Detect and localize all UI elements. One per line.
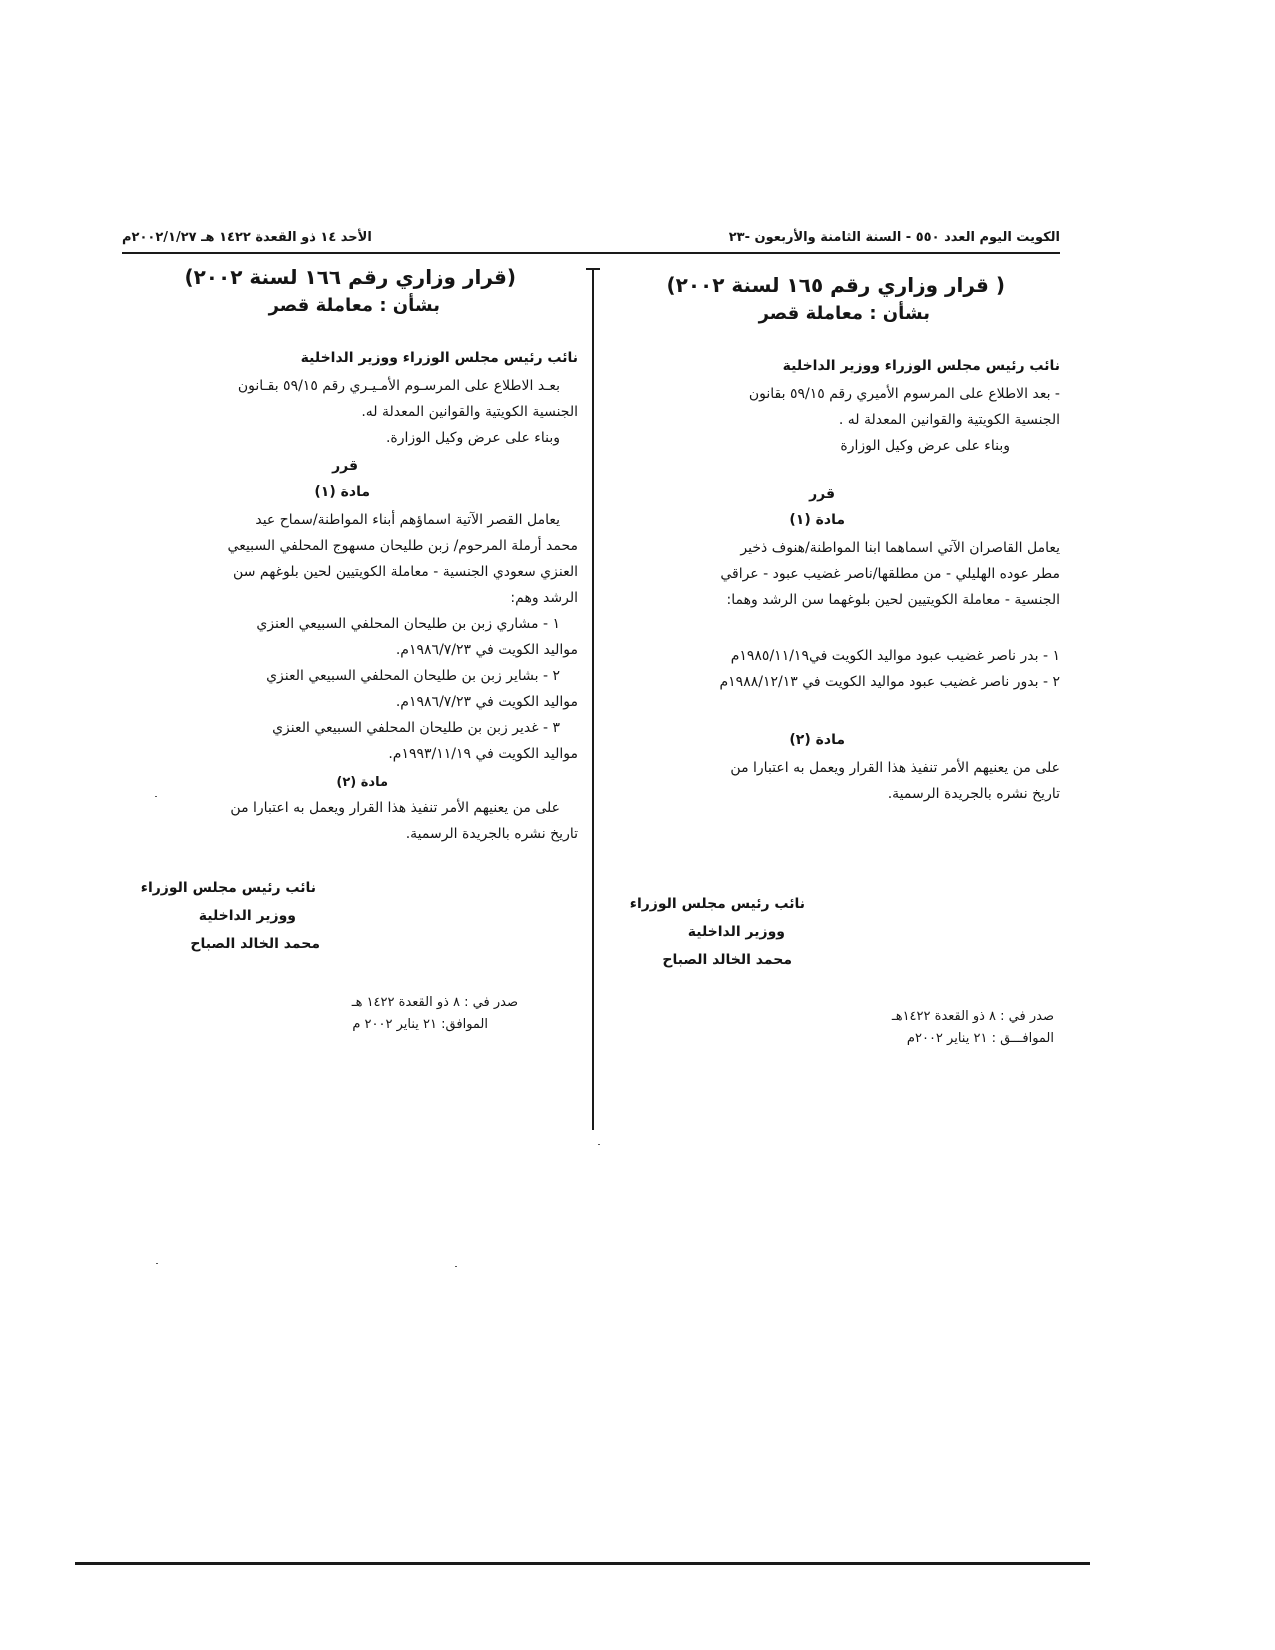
person-entry: مواليد الكويت في ١٩٨٦/٧/٢٣م.	[395, 642, 578, 658]
person-entry: ١ - بدر ناصر غضيب عبود مواليد الكويت في١٩٨٥/١١/١٩م	[730, 648, 1060, 664]
person-entry: مواليد الكويت في ١٩٩٣/١١/١٩م.	[388, 746, 578, 762]
person-entry: ٢ - بشاير زبن بن طليحان المحلفي السبيعي العنزي	[266, 668, 560, 684]
decided-label: قرر	[809, 486, 835, 502]
scan-speck	[155, 796, 157, 797]
preamble-line: - بعد الاطلاع على المرسوم الأميري رقم ٥٩/١٥ بقانون	[748, 386, 1060, 402]
header-issue-info: الكويت اليوم العدد ٥٥٠ - السنة الثامنة والأربعون -٢٣	[728, 230, 1060, 245]
signature-line: نائب رئيس مجلس الوزراء	[629, 896, 805, 912]
article-line: محمد أرملة المرحوم/ زبن طليحان مسهوج المحلفي السبيعي	[227, 538, 578, 554]
article-line: تاريخ نشره بالجريدة الرسمية.	[405, 826, 578, 842]
article-line: تاريخ نشره بالجريدة الرسمية.	[887, 786, 1060, 802]
article-line: يعامل القاصران الآتي اسماهما ابنا المواطنة/هنوف ذخير	[740, 540, 1060, 556]
decree-subject: بشأن : معاملة قصر	[268, 295, 440, 316]
article-line: على من يعنيهم الأمر تنفيذ هذا القرار ويعمل به اعتبارا من	[730, 760, 1060, 776]
article-line: يعامل القصر الآتية اسماؤهم أبناء المواطنة/سماح عيد	[255, 512, 560, 528]
issued-date: صدر في : ٨ ذو القعدة ١٤٢٢هـ	[891, 1009, 1054, 1024]
issued-date-gregorian: الموافـــق : ٢١ يناير ٢٠٠٢م	[906, 1031, 1054, 1046]
signature-line: ووزير الداخلية	[687, 924, 785, 940]
article-heading: مادة (٢)	[336, 775, 388, 790]
decree-issuer: نائب رئيس مجلس الوزراء ووزير الداخلية	[782, 358, 1060, 374]
article-heading: مادة (١)	[314, 484, 370, 500]
preamble-line: وبناء على عرض وكيل الوزارة.	[385, 430, 560, 446]
scan-speck	[156, 1263, 158, 1264]
decided-label: قرر	[332, 458, 358, 474]
preamble-line: الجنسية الكويتية والقوانين المعدلة له .	[838, 412, 1060, 428]
decree-title: (قرار وزاري رقم ١٦٦ لسنة ٢٠٠٢)	[184, 265, 516, 289]
issued-date-gregorian: الموافق: ٢١ يناير ٢٠٠٢ م	[352, 1017, 488, 1032]
article-line: على من يعنيهم الأمر تنفيذ هذا القرار ويعمل به اعتبارا من	[230, 800, 560, 816]
issued-date: صدر في : ٨ ذو القعدة ١٤٢٢ هـ	[351, 995, 518, 1010]
article-line: الرشد وهم:	[510, 590, 578, 606]
article-line: الجنسية - معاملة الكويتيين لحين بلوغهما سن الرشد وهما:	[726, 592, 1060, 608]
page-header	[122, 228, 1060, 254]
signature-line: محمد الخالد الصباح	[662, 952, 792, 968]
article-line: مطر عوده الهليلي - من مطلقها/ناصر غضيب عبود - عراقي	[720, 566, 1060, 582]
preamble-line: بعـد الاطلاع على المرسـوم الأمـيـري رقم ٥٩/١٥ بقـانون	[237, 378, 560, 394]
decree-issuer: نائب رئيس مجلس الوزراء ووزير الداخلية	[300, 350, 578, 366]
header-date: الأحد ١٤ ذو القعدة ١٤٢٢ هـ ٢٠٠٢/١/٢٧م	[122, 230, 372, 245]
decree-subject: بشأن : معاملة قصر	[758, 303, 930, 324]
scan-speck	[455, 1266, 457, 1267]
person-entry: مواليد الكويت في ١٩٨٦/٧/٢٣م.	[395, 694, 578, 710]
signature-line: نائب رئيس مجلس الوزراء	[140, 880, 316, 896]
person-entry: ٣ - غدير زبن بن طليحان المحلفي السبيعي العنزي	[272, 720, 560, 736]
decree-title: ( قرار وزاري رقم ١٦٥ لسنة ٢٠٠٢)	[666, 273, 1005, 297]
signature-line: ووزير الداخلية	[198, 908, 296, 924]
scan-speck	[598, 1144, 600, 1145]
signature-line: محمد الخالد الصباح	[190, 936, 320, 952]
article-heading: مادة (١)	[789, 512, 845, 528]
person-entry: ٢ - بدور ناصر غضيب عبود مواليد الكويت في ١٩٨٨/١٢/١٣م	[719, 674, 1060, 690]
preamble-line: الجنسية الكويتية والقوانين المعدلة له.	[361, 404, 578, 420]
page-bottom-rule	[75, 1562, 1090, 1565]
article-heading: مادة (٢)	[789, 732, 845, 748]
column-divider	[592, 268, 594, 1130]
preamble-line: وبناء على عرض وكيل الوزارة	[840, 438, 1010, 454]
article-line: العنزي سعودي الجنسية - معاملة الكويتيين لحين بلوغهم سن	[233, 564, 578, 580]
person-entry: ١ - مشاري زبن بن طليحان المحلفي السبيعي العنزي	[256, 616, 560, 632]
